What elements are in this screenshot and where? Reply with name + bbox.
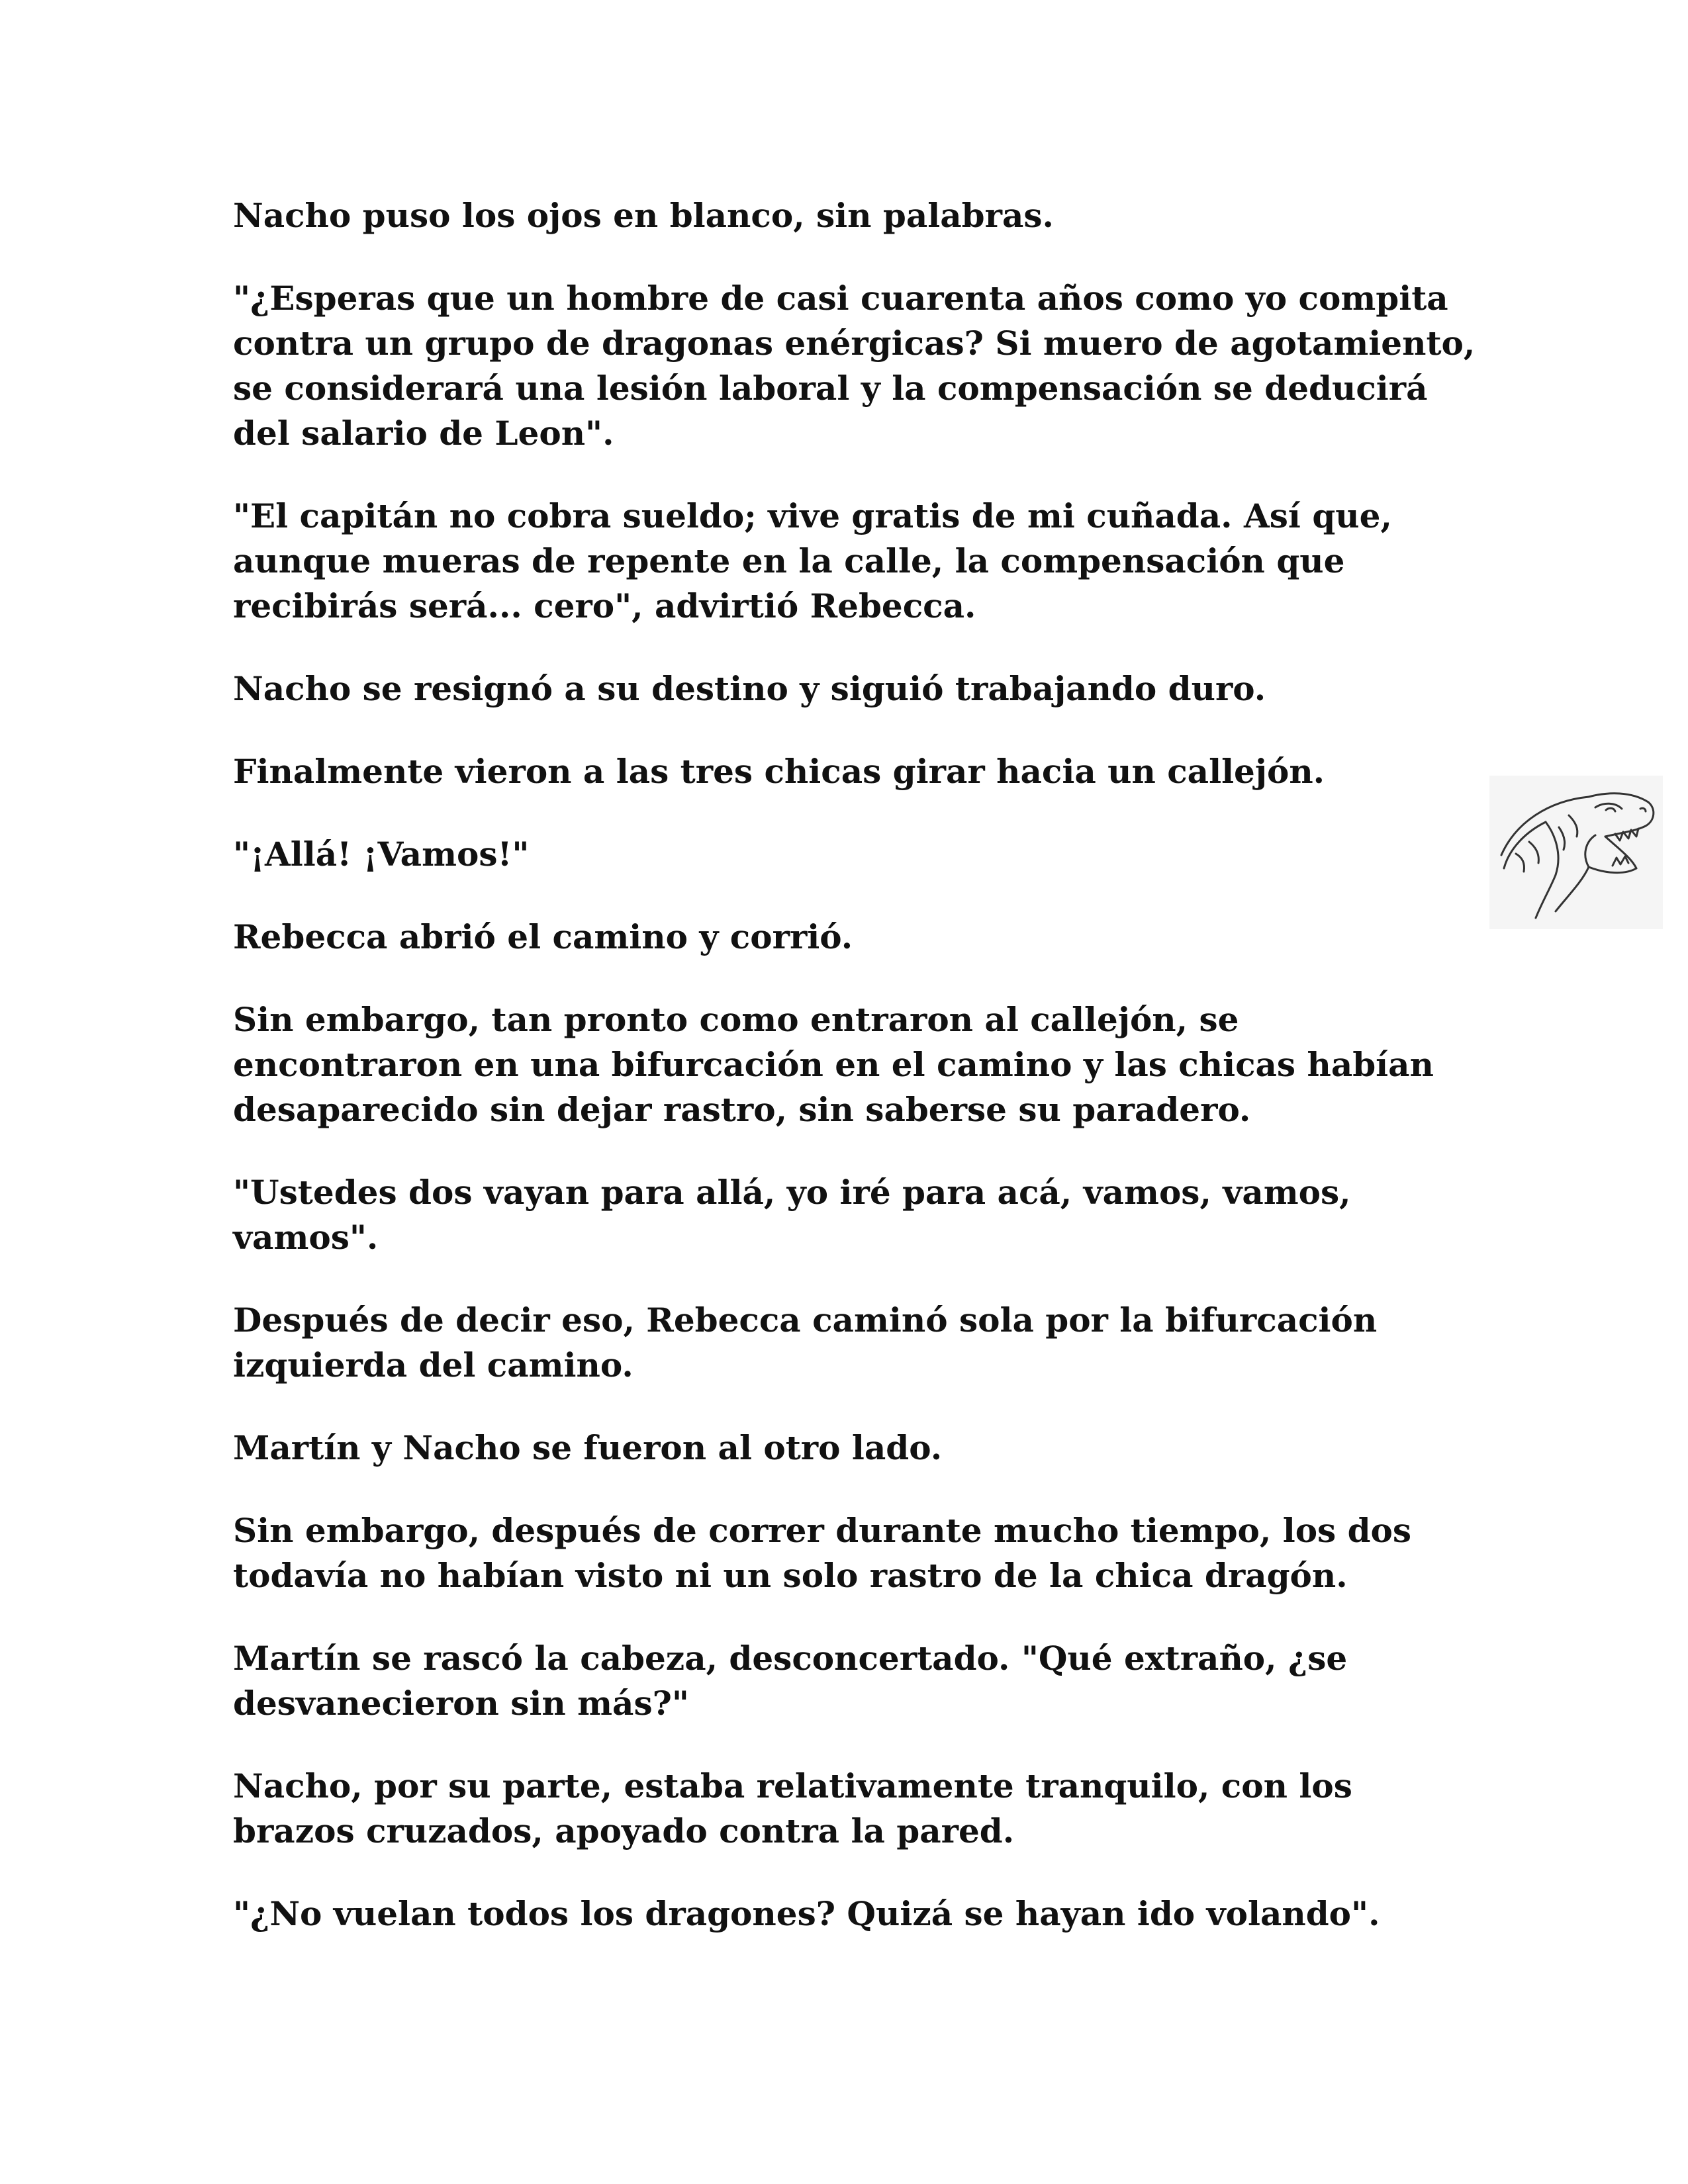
paragraph-4: Nacho se resignó a su destino y siguió trabajando duro. xyxy=(233,669,1266,708)
story-text xyxy=(233,193,1477,1974)
paragraph-8: Sin embargo, tan pronto como entraron al callejón, se encontraron en una bifurcación en el camino y las chicas habían desaparecido sin dejar rastro, sin saberse su paradero. xyxy=(233,1000,1434,1129)
paragraph-13: Martín se rascó la cabeza, desconcertado. "Qué extraño, ¿se desvanecieron sin más?" xyxy=(233,1639,1348,1723)
paragraph-12: Sin embargo, después de correr durante mucho tiempo, los dos todavía no habían visto ni un solo rastro de la chica dragón. xyxy=(233,1511,1412,1595)
paragraph-10: Después de decir eso, Rebecca caminó sola por la bifurcación izquierda del camino. xyxy=(233,1300,1378,1385)
paragraph-1: Nacho puso los ojos en blanco, sin palabras. xyxy=(233,196,1054,235)
paragraph-5: Finalmente vieron a las tres chicas girar hacia un callejón. xyxy=(233,752,1325,791)
paragraph-7: Rebecca abrió el camino y corrió. xyxy=(233,917,853,956)
paragraph-15: "¿No vuelan todos los dragones? Quizá se hayan ido volando". xyxy=(233,1894,1380,1933)
paragraph-14: Nacho, por su parte, estaba relativamente tranquilo, con los brazos cruzados, apoyado contra la pared. xyxy=(233,1766,1352,1850)
paragraph-6: "¡Allá! ¡Vamos!" xyxy=(233,835,530,874)
paragraph-9: "Ustedes dos vayan para allá, yo iré para acá, vamos, vamos, vamos". xyxy=(233,1173,1351,1257)
paragraph-3: "El capitán no cobra sueldo; vive gratis de mi cuñada. Así que, aunque mueras de repente en la calle, la compensación que recibirás será... cero", advirtió Rebecca. xyxy=(233,496,1392,625)
paragraph-11: Martín y Nacho se fueron al otro lado. xyxy=(233,1428,943,1467)
dragon-head-sketch-icon xyxy=(1489,776,1663,929)
paragraph-2: "¿Esperas que un hombre de casi cuarenta años como yo compita contra un grupo de dragonas enérgicas? Si muero de agotamiento, se considerará una lesión laboral y la compensación se deducirá del salario de Leon". xyxy=(233,279,1476,453)
